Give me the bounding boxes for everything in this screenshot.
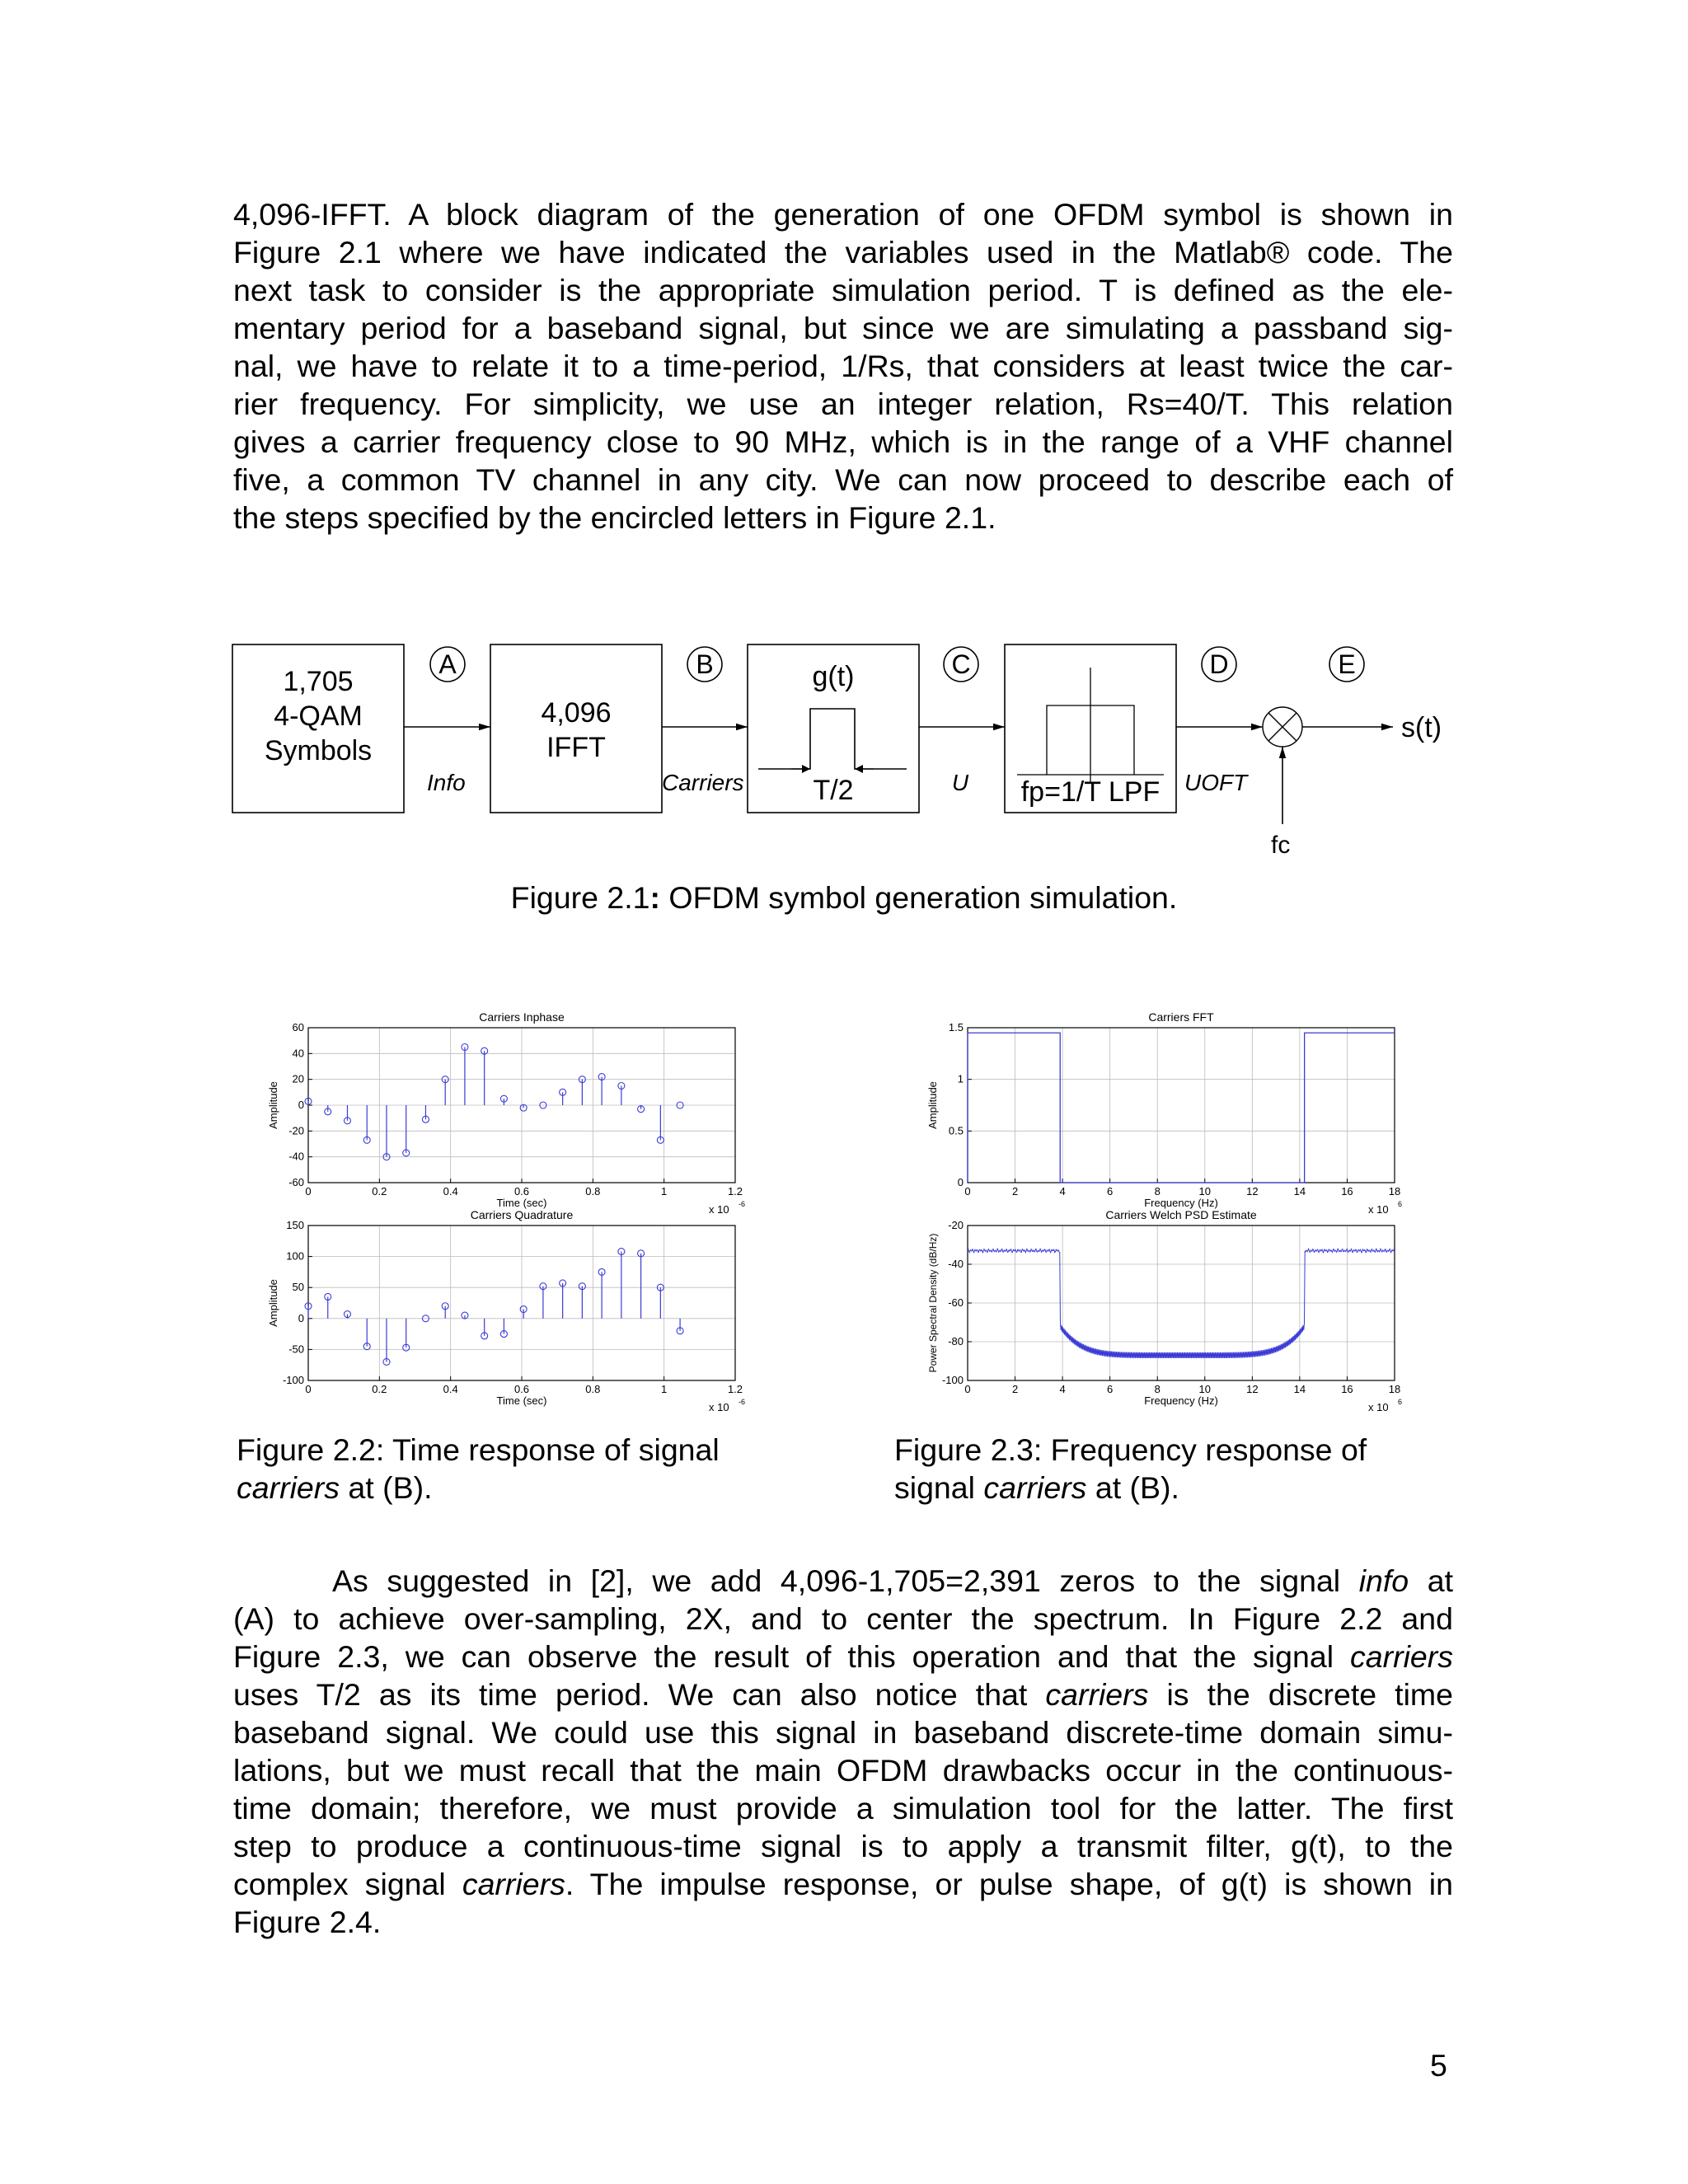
x-tick-label: 16 (1341, 1383, 1353, 1395)
gt-width-label: T/2 (813, 775, 854, 806)
x-tick-label: 8 (1154, 1383, 1160, 1395)
text-line: next task to consider is the appropriate simulation period. T is defined as the ele- (233, 273, 1453, 307)
text-line (233, 1751, 1453, 1789)
x-axis-label: Frequency (Hz) (1144, 1197, 1218, 1209)
text-run: (A) to achieve over-sampling, 2X, and to center the spectrum. In Figure 2.2 and (233, 1601, 1453, 1636)
y-tick-label: -20 (288, 1124, 304, 1137)
x-tick-label: 4 (1059, 1185, 1066, 1197)
x-axis-label: Time (sec) (496, 1394, 547, 1407)
point-label-e (1329, 647, 1364, 682)
text-run: step to produce a continuous-time signal is to apply a transmit filter, g(t), to the (233, 1829, 1453, 1863)
y-tick-label: -100 (941, 1374, 964, 1386)
text-line: mentary period for a baseband signal, but since we are simulating a passband sig- (233, 311, 1453, 345)
y-tick-label: 100 (286, 1249, 304, 1263)
y-tick-label: -80 (948, 1335, 964, 1347)
x-tick-label: 1.2 (727, 1383, 743, 1395)
text-line: gives a carrier frequency close to 90 MHz, which is in the range of a VHF channel (233, 424, 1453, 459)
text-line: Figure 2.1 where we have indicated the variables used in the Matlab® code. The (233, 235, 1453, 269)
x-tick-label: 0.4 (443, 1383, 458, 1395)
ifft-word: IFFT (546, 732, 606, 763)
x-tick-label: 18 (1388, 1185, 1401, 1197)
x-tick-label: 0.2 (372, 1185, 387, 1197)
y-tick-label: 150 (286, 1219, 304, 1231)
mixer-icon (1263, 707, 1302, 747)
y-tick-label: 0 (298, 1099, 304, 1111)
chart-title: Carriers Inphase (479, 1010, 565, 1024)
x-tick-label: 18 (1388, 1383, 1401, 1395)
y-axis-label: Amplitude (926, 1081, 939, 1129)
axis-exponent-power: -6 (738, 1398, 746, 1406)
x-tick-label: 0.4 (443, 1185, 458, 1197)
axis-exponent-power: 6 (1398, 1200, 1403, 1208)
ifft-size: 4,096 (541, 697, 612, 729)
text-run: Figure 2.4. (233, 1905, 382, 1939)
text-line (233, 1675, 1453, 1713)
x-tick-label: 2 (1011, 1383, 1019, 1395)
signal-u: U (951, 770, 969, 795)
point-label-a (430, 647, 465, 682)
lpf-sketch-icon (1017, 668, 1164, 783)
x-tick-label: 1.2 (727, 1185, 743, 1197)
y-tick-label: -40 (288, 1150, 304, 1163)
y-tick-label: -60 (948, 1296, 964, 1309)
text-line (233, 1562, 1453, 1600)
text-line: nal, we have to relate it to a time-period, 1/Rs, that considers at least twice the car- (233, 349, 1453, 383)
symbols-count: 1,705 (283, 666, 354, 697)
text-line: the steps specified by the encircled letters in Figure 2.1. (233, 500, 996, 535)
svg-text:A: A (438, 649, 457, 679)
frequency-response-plots (915, 1001, 1418, 1422)
axis-exponent: x 10 (709, 1401, 729, 1413)
chart-title: Carriers Welch PSD Estimate (1105, 1208, 1257, 1221)
y-tick-label: 1 (957, 1072, 964, 1085)
chart-title: Carriers FFT (1148, 1010, 1214, 1024)
svg-text:B: B (696, 649, 714, 679)
italic-term: info (1358, 1563, 1409, 1598)
plot-frame (968, 1028, 1395, 1183)
figure-2-2-caption: Figure 2.2: Time response of signal carriers at (B). (237, 1432, 720, 1505)
x-tick-label: 0 (305, 1383, 312, 1395)
y-tick-label: 0 (957, 1176, 964, 1188)
y-tick-label: -50 (288, 1343, 304, 1356)
x-tick-label: 12 (1246, 1383, 1259, 1395)
x-tick-label: 16 (1341, 1185, 1353, 1197)
svg-text:C: C (951, 649, 971, 679)
ofdm-block-diagram (223, 635, 1467, 865)
text-run: baseband signal. We could use this signal in baseband discrete-time domain simu- (233, 1715, 1453, 1750)
y-axis-label: Power Spectral Density (dB/Hz) (927, 1233, 939, 1373)
time-response-plots (256, 1001, 758, 1422)
page-number: 5 (1430, 2048, 1447, 2083)
x-tick-label: 6 (1107, 1185, 1114, 1197)
point-label-c (944, 647, 978, 682)
x-tick-label: 14 (1293, 1383, 1306, 1395)
y-tick-label: -40 (948, 1258, 964, 1270)
text-line (233, 1903, 1453, 1941)
text-line (233, 1638, 1453, 1675)
y-tick-label: 50 (292, 1281, 304, 1294)
text-run: time domain; therefore, we must provide a simulation tool for the latter. The first (233, 1791, 1453, 1825)
series-line (968, 1033, 1395, 1183)
axis-exponent: x 10 (1368, 1203, 1389, 1216)
text-run: lations, but we must recall that the main OFDM drawbacks occur in the continuous- (233, 1753, 1453, 1788)
italic-term: carriers (1045, 1677, 1149, 1712)
x-tick-label: 2 (1011, 1185, 1019, 1197)
text-line (233, 1600, 1453, 1638)
signal-info: Info (427, 770, 466, 795)
x-tick-label: 0.6 (513, 1383, 530, 1395)
y-axis-label: Amplitude (267, 1279, 279, 1327)
text-line (233, 1789, 1453, 1827)
x-tick-label: 12 (1246, 1185, 1259, 1197)
text-run: uses T/2 as its time period. We can also notice that (233, 1677, 1046, 1712)
y-tick-label: 1.5 (948, 1021, 964, 1033)
text-line: 4,096-IFFT. A block diagram of the generation of one OFDM symbol is shown in (233, 197, 1453, 232)
text-line (233, 1827, 1453, 1865)
x-tick-label: 1 (661, 1185, 668, 1197)
pulse-shape-icon (758, 709, 907, 769)
text-line (233, 1713, 1453, 1751)
italic-term: carriers (1349, 1639, 1453, 1674)
x-tick-label: 8 (1154, 1185, 1160, 1197)
lpf-label: fp=1/T LPF (1020, 776, 1160, 808)
figure-2-3-caption: Figure 2.3: Frequency response of signal carriers at (B). (894, 1432, 1367, 1505)
x-tick-label: 14 (1293, 1185, 1306, 1197)
x-tick-label: 0 (305, 1185, 312, 1197)
y-tick-label: -100 (282, 1374, 304, 1386)
text-run: . The impulse response, or pulse shape, of g(t) is shown in (565, 1867, 1453, 1901)
axis-exponent: x 10 (1368, 1401, 1389, 1413)
y-tick-label: -60 (288, 1176, 304, 1188)
discussion-paragraph (233, 1562, 1453, 1941)
text-run: complex signal (233, 1867, 462, 1901)
x-tick-label: 0.8 (585, 1383, 601, 1395)
figure-2-1-caption: Figure 2.1: OFDM symbol generation simulation. (510, 880, 1178, 915)
axis-exponent-power: -6 (738, 1200, 746, 1208)
svg-text:E: E (1338, 649, 1356, 679)
x-tick-label: 0 (964, 1383, 971, 1395)
y-tick-label: 20 (292, 1072, 304, 1085)
intro-paragraph (233, 195, 1453, 537)
axis-exponent-power: 6 (1398, 1398, 1403, 1406)
x-axis-label: Time (sec) (496, 1197, 547, 1209)
chart-title: Carriers Quadrature (470, 1208, 574, 1221)
output-signal-label: s(t) (1401, 712, 1442, 743)
x-tick-label: 1 (661, 1383, 668, 1395)
symbols-modulation: 4-QAM (274, 701, 363, 732)
x-tick-label: 10 (1198, 1383, 1212, 1395)
x-tick-label: 0 (964, 1185, 971, 1197)
symbols-word: Symbols (264, 735, 373, 766)
y-axis-label: Amplitude (267, 1081, 279, 1129)
text-line: five, a common TV channel in any city. We can now proceed to describe each of (233, 462, 1453, 497)
y-tick-label: 60 (292, 1021, 304, 1033)
x-tick-label: 6 (1107, 1383, 1114, 1395)
text-line: rier frequency. For simplicity, we use an integer relation, Rs=40/T. This relation (233, 387, 1453, 421)
text-line (233, 1865, 1453, 1903)
x-axis-label: Frequency (Hz) (1144, 1394, 1218, 1407)
x-tick-label: 4 (1059, 1383, 1066, 1395)
y-tick-label: 0.5 (948, 1124, 964, 1137)
point-label-b (687, 647, 722, 682)
x-tick-label: 0.6 (513, 1185, 530, 1197)
text-run: at (1409, 1563, 1453, 1598)
x-tick-label: 0.2 (372, 1383, 387, 1395)
x-tick-label: 0.8 (585, 1185, 601, 1197)
axis-exponent: x 10 (709, 1203, 729, 1216)
text-run: As suggested in [2], we add 4,096-1,705=2,391 zeros to the signal (332, 1563, 1359, 1598)
gt-label: g(t) (812, 661, 855, 692)
ifft-block (490, 644, 662, 813)
italic-term: carriers (462, 1867, 565, 1901)
signal-uoft: UOFT (1184, 770, 1248, 795)
text-run: Figure 2.3, we can observe the result of this operation and that the signal (233, 1639, 1350, 1674)
signal-carriers: Carriers (662, 770, 744, 795)
point-label-d (1202, 647, 1236, 682)
y-tick-label: -20 (948, 1219, 964, 1231)
svg-text:D: D (1209, 649, 1229, 679)
y-tick-label: 0 (298, 1311, 304, 1324)
text-run: is the discrete time (1148, 1677, 1453, 1712)
y-tick-label: 40 (292, 1047, 304, 1060)
x-tick-label: 10 (1198, 1185, 1212, 1197)
carrier-frequency-label: fc (1271, 832, 1291, 859)
